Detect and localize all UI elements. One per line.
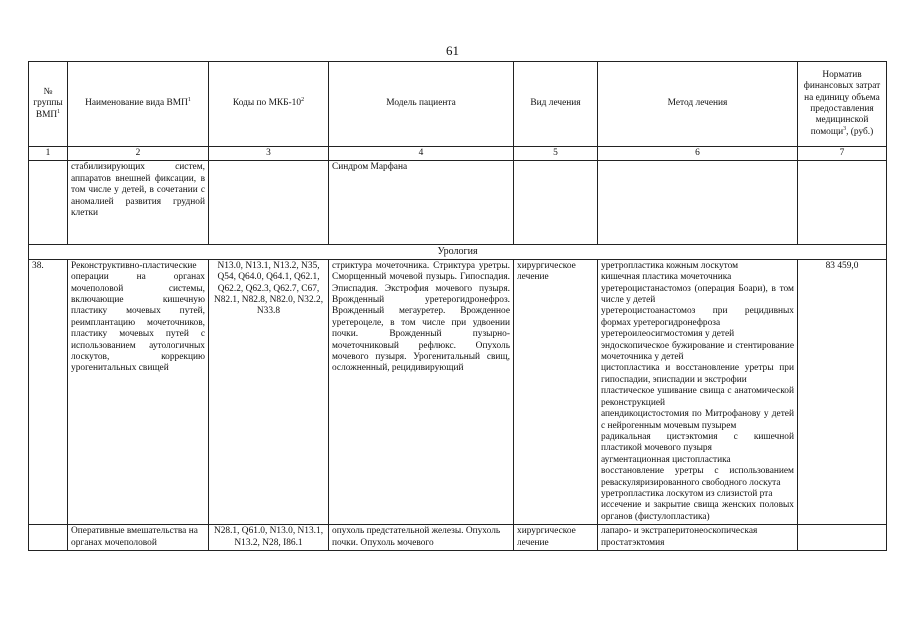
table-row-38: [29, 259, 887, 524]
cell-norm: [798, 161, 887, 245]
column-number: 5: [514, 147, 598, 161]
cell-model: опухоль предстательной железы. Опухоль почки. Опухоль мочевого: [329, 525, 514, 551]
section-title: Урология: [29, 245, 887, 259]
method-item: восстановление уретры с использованием реваскуляризированного свободного лоскута: [601, 466, 794, 488]
method-item: аугментационная цистопластика: [601, 454, 731, 465]
cell-methods: [598, 259, 798, 524]
cell-method: [598, 161, 798, 245]
cell-group-number: 38.: [29, 259, 68, 524]
column-number: 3: [209, 147, 329, 161]
method-item: эндоскопическое бужирование и стентирование мочеточника у детей: [601, 340, 794, 363]
cell-group: [29, 525, 68, 551]
vmp-table: [28, 61, 887, 551]
section-row: [29, 245, 887, 259]
method-item: кишечная пластика мочеточника: [601, 272, 732, 283]
header-treatment-method: Метод лечения: [598, 62, 798, 147]
column-number: 4: [329, 147, 514, 161]
method-item: уретропластика кожным лоскутом: [601, 260, 739, 271]
header-vmp-name: Наименование вида ВМП$^1$: [68, 62, 209, 147]
cell-codes: N13.0, N13.1, N13.2, N35, Q54, Q64.0, Q64.1, Q62.1, Q62.2, Q62.3, Q62.7, C67, N82.1, N82.8, N82.0, N32.2, N33.8: [209, 259, 329, 524]
cell-treatment: хирургическое лечение: [514, 525, 598, 551]
header-treatment-type: Вид лечения: [514, 62, 598, 147]
method-item: иссечение и закрытие свища женских половых органов (фистулопластика): [601, 500, 794, 522]
column-number: 2: [68, 147, 209, 161]
method-item: уретропластика лоскутом из слизистой рта: [601, 488, 773, 499]
header-patient-model: Модель пациента: [329, 62, 514, 147]
cell-vmp-name: стабилизирующих систем, аппаратов внешней фиксации, в том числе у детей, в сочетании с аномалией развития грудной клетки: [68, 161, 209, 245]
cell-treatment: [514, 161, 598, 245]
cell-model: Синдром Марфана: [329, 161, 514, 245]
table-header-row: [29, 62, 887, 147]
cell-norm: [798, 525, 887, 551]
cell-vmp-name: Реконструктивно-пластические операции на органах мочеполовой системы, включающие кишечную пластику мочевых путей, реимплантацию мочеточников, пластику мочевых путей с использованием аутологичных лоскутов, коррекцию урогенитальных свищей: [68, 259, 209, 524]
method-item: радикальная цистэктомия с кишечной пластикой мочевого пузыря: [601, 431, 794, 454]
method-item: апендикоцистостомия по Митрофанову у детей с нейрогенным мочевым пузырем: [601, 409, 794, 431]
table-row-next: [29, 525, 887, 551]
method-item: уретероцистоанастомоз при рецидивных формах уретерогидронефроза: [601, 306, 794, 328]
cell-norm: 83 459,0: [798, 259, 887, 524]
cell-method: лапаро- и экстраперитонеоскопическая простатэктомия: [598, 525, 798, 551]
cell-treatment: хирургическое лечение: [514, 259, 598, 524]
cell-model: стриктура мочеточника. Стриктура уретры. Сморщенный мочевой пузырь. Гипоспадия. Эписпадия. Экстрофия мочевого пузыря. Врожденный уретерогидронефроз. Врожденный мегауретер. Врожденное уретероцеле, в том числе при удвоении почки. Врожденный пузырно-мочеточниковый рефлюкс. Опухоль мочевого пузыря. Урогенитальный свищ, осложненный, рецидивирующий: [329, 259, 514, 524]
method-item: уретероцистанастомоз (операция Боари), в том числе у детей: [601, 283, 794, 306]
method-item: пластическое ушивание свища с анатомической реконструкцией: [601, 386, 794, 408]
column-number: 6: [598, 147, 798, 161]
cell-codes: [209, 161, 329, 245]
header-icd-codes: Коды по МКБ-$10^2$: [209, 62, 329, 147]
table-row-continued: [29, 161, 887, 245]
column-number-row: [29, 147, 887, 161]
cell-codes: N28.1, Q61.0, N13.0, N13.1, N13.2, N28, I86.1: [209, 525, 329, 551]
header-group-number: № группы ВМП$^1$: [29, 62, 68, 147]
column-number: 1: [29, 147, 68, 161]
header-cost-norm: Норматив финансовых затрат на единицу объема предоставления медицинской помощи$^3$, (руб.): [798, 62, 887, 147]
cell-group: [29, 161, 68, 245]
method-item: уретероилеосигмостомия у детей: [601, 329, 735, 340]
column-number: 7: [798, 147, 887, 161]
cell-vmp-name: Оперативные вмешательства на органах мочеполовой: [68, 525, 209, 551]
page-number: 61: [446, 43, 459, 58]
method-item: цистопластика и восстановление уретры при гипоспадии, эписпадии и экстрофии: [601, 363, 794, 385]
